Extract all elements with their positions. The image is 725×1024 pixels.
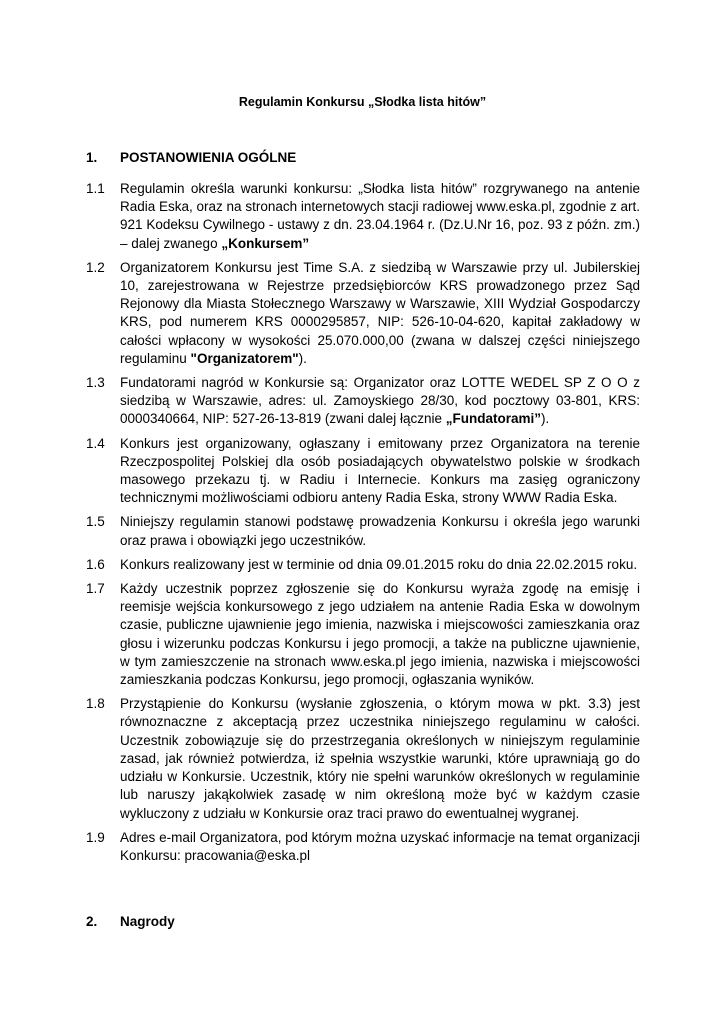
clause-bold-term: "Organizatorem" bbox=[190, 350, 299, 366]
clause-text bbox=[120, 513, 640, 549]
clause-text-part: Organizatorem Konkursu jest Time S.A. z siedzibą w Warszawie przy ul. Jubilerskiej 10, zarejestrowana w Rejestrze przedsiębiorców KRS prowadzonego przez Sąd Rejonowy dla Miasta Stołecznego Warszawy w Warszawie, XIII Wydział Gospodarczy KRS, pod numerem KRS 0000295857, NIP: 526-10-04-620, kapitał zakładowy w całości wpłacony w wysokości 25.070.000,00 (zwana w dalszej części niniejszego regulaminu bbox=[120, 259, 640, 366]
clause-text bbox=[120, 374, 640, 429]
clause-text-part: Konkurs realizowany jest w terminie od dnia 09.01.2015 roku do dnia 22.02.2015 roku. bbox=[120, 556, 638, 572]
clause-item bbox=[86, 829, 640, 865]
clause-item bbox=[86, 180, 640, 253]
clause-text bbox=[120, 435, 640, 508]
clause-text-part: Konkurs jest organizowany, ogłaszany i emitowany przez Organizatora na terenie Rzeczpospolitej Polskiej dla osób posiadających obywatelstwo polskie w środkach masowego przekazu tj. w Radiu i Internecie. Konkurs ma zasięg ograniczony technicznymi możliwościami odbioru anteny Radia Eska, strony WWW Radia Eska. bbox=[120, 435, 640, 506]
clause-number: 1.4 bbox=[86, 435, 105, 451]
clause-item bbox=[86, 259, 640, 368]
section-heading-2 bbox=[86, 913, 175, 931]
clause-number: 1.2 bbox=[86, 259, 105, 275]
clause-item bbox=[86, 513, 640, 549]
clause-number: 1.9 bbox=[86, 829, 105, 845]
clause-item bbox=[86, 374, 640, 429]
document-title: Regulamin Konkursu „Słodka lista hitów” bbox=[238, 95, 487, 109]
clause-number: 1.1 bbox=[86, 181, 105, 196]
clause-item bbox=[86, 580, 640, 689]
clause-number: 1.3 bbox=[86, 375, 105, 391]
section-heading-1 bbox=[86, 149, 296, 167]
clause-text bbox=[120, 259, 640, 368]
clause-number: 1.5 bbox=[86, 514, 105, 530]
clause-list bbox=[86, 180, 640, 871]
clause-text-part: Przystąpienie do Konkursu (wysłanie zgłoszenia, o którym mowa w pkt. 3.3) jest równoznaczne z akceptacją przez uczestnika niniejszego regulaminu w całości. Uczestnik zobowiązuje się do przestrzegania określonych w niniejszym regulaminie zasad, jak również potwierdza, iż spełnia wszystkie warunki, które uprawniają go do udziału w Konkursie. Uczestnik, który nie spełni warunków określonych w regulaminie lub naruszy jakąkolwiek zasadę w nim określoną może być w każdym czasie wykluczony z udziału w Konkursie oraz traci prawo do ewentualnej wygranej. bbox=[120, 696, 640, 821]
clause-number: 1.6 bbox=[86, 556, 105, 572]
clause-text-part: Adres e-mail Organizatora, pod którym można uzyskać informacje na temat organizacji Konkursu: pracowania@eska.pl bbox=[120, 829, 640, 863]
clause-item bbox=[86, 556, 640, 574]
clause-item bbox=[86, 435, 640, 508]
clause-bold-term: „Fundatorami” bbox=[445, 411, 541, 427]
clause-bold-term: „Konkursem” bbox=[221, 235, 310, 251]
section-number: 2. bbox=[86, 914, 98, 929]
section-title: Nagrody bbox=[120, 914, 175, 929]
clause-text bbox=[120, 695, 640, 822]
clause-text-part: Fundatorami nagród w Konkursie są: Organizator oraz LOTTE WEDEL SP Z O O z siedzibą w Warszawie, adres: ul. Zamoyskiego 28/30, kod pocztowy 03-801, KRS: 0000340664, NIP: 527-26-13-819 (zwani dalej łącznie bbox=[120, 375, 640, 427]
clause-text-part: Każdy uczestnik poprzez zgłoszenie się do Konkursu wyraża zgodę na emisję i reemisje wejścia konkursowego z jego udziałem na antenie Radia Eska w dowolnym czasie, publiczne ujawnienie jego imienia, nazwiska i miejscowości zamieszkania oraz głosu i wizerunku podczas Konkursu i jego promocji, a także na publiczne ujawnienie, w tym zamieszczenie na stronach www.eska.pl jego imienia, nazwiska i miejscowości zamieszkania podczas Konkursu, jego promocji, ogłaszania wyników. bbox=[120, 581, 640, 688]
clause-text-part: ). bbox=[298, 350, 307, 366]
clause-text-part: ). bbox=[540, 411, 550, 427]
clause-number: 1.8 bbox=[86, 696, 105, 712]
clause-text bbox=[120, 580, 640, 689]
clause-text bbox=[120, 180, 640, 253]
clause-item bbox=[86, 695, 640, 822]
clause-text bbox=[120, 556, 640, 574]
section-title: POSTANOWIENIA OGÓLNE bbox=[120, 150, 297, 165]
clause-number: 1.7 bbox=[86, 581, 105, 597]
clause-text-part: Regulamin określa warunki konkursu: „Słodka lista hitów” rozgrywanego na antenie Radia Eska, oraz na stronach internetowych stacji radiowej www.eska.pl, zgodnie z art. 921 Kodeksu Cywilnego - ustawy z dn. 23.04.1964 r. (Dz.U.Nr 16, poz. 93 z późn. zm.) – dalej zwanego bbox=[120, 181, 641, 251]
clause-text-part: Niniejszy regulamin stanowi podstawę prowadzenia Konkursu i określa jego warunki oraz prawa i obowiązki jego uczestników. bbox=[120, 514, 640, 548]
section-number: 1. bbox=[86, 150, 98, 165]
clause-text bbox=[120, 829, 640, 865]
